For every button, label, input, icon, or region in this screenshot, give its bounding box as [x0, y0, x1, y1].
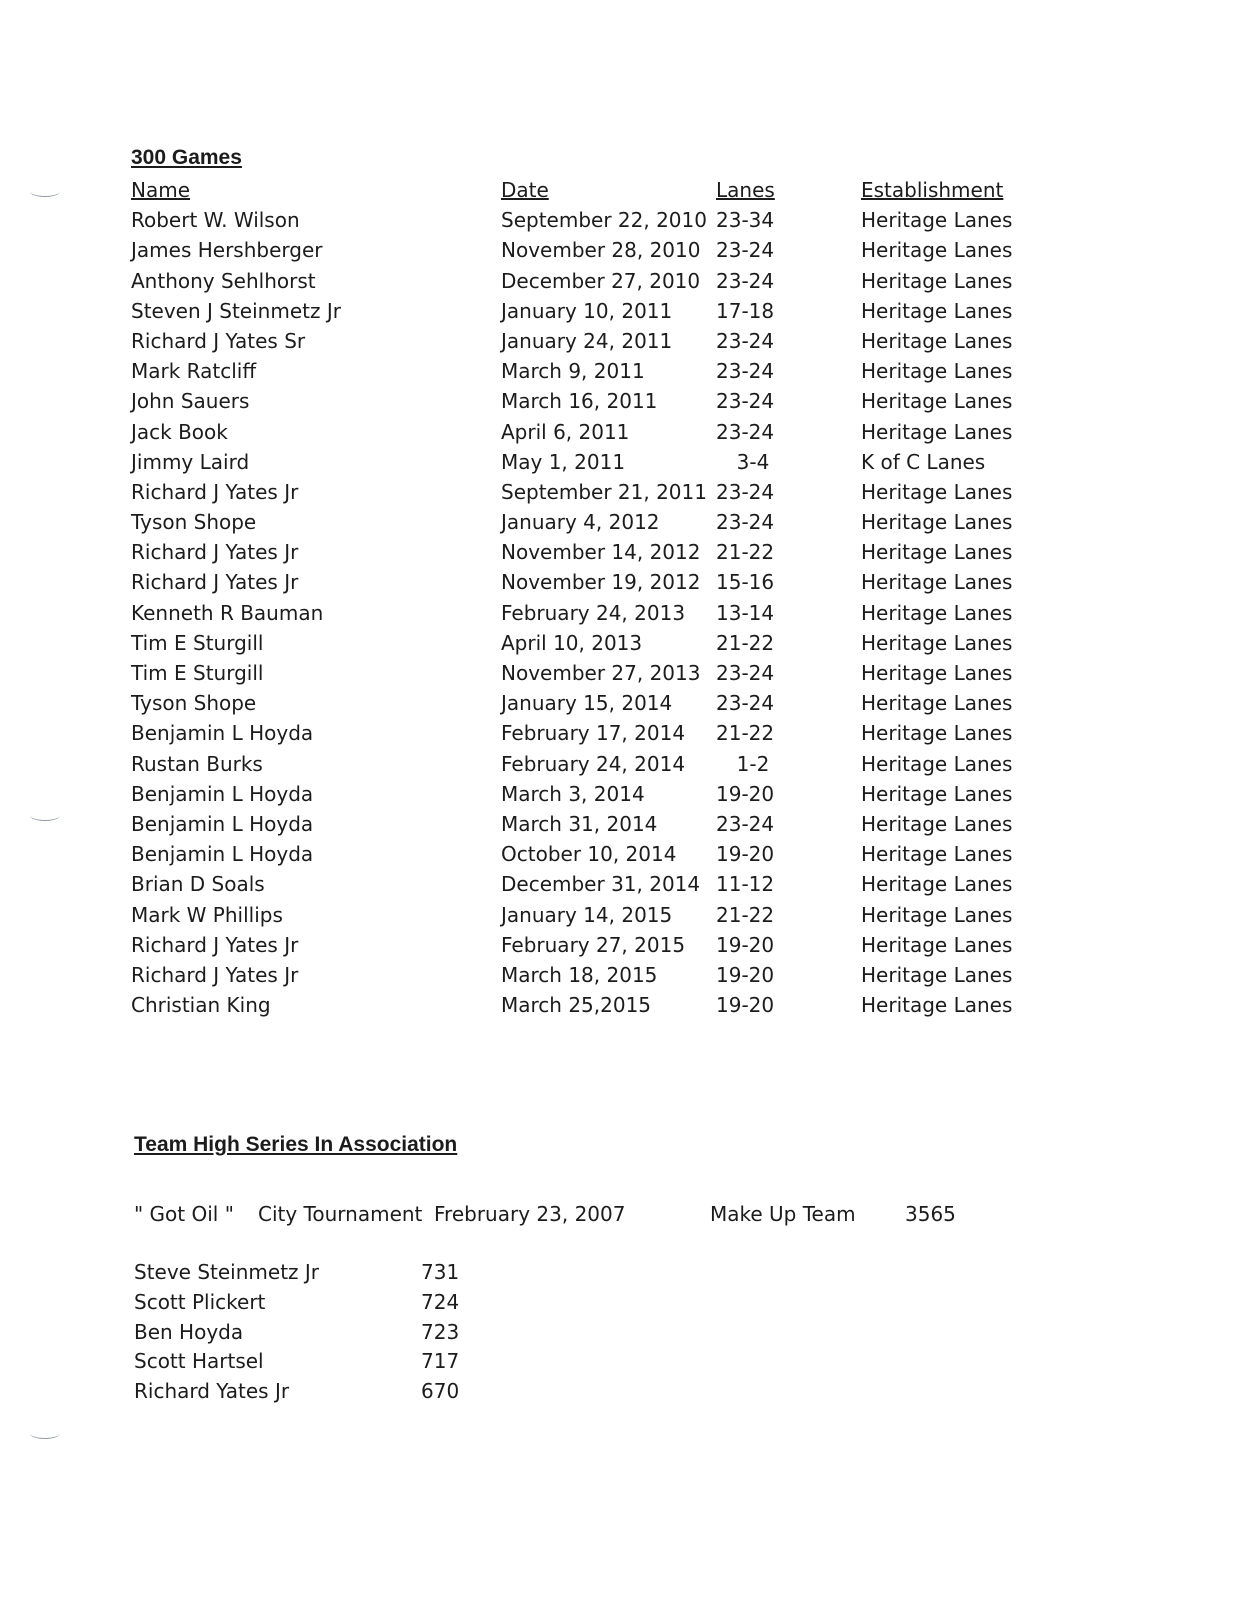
team-date: Frebruary 23, 2007: [434, 1202, 626, 1226]
member-score: 670: [421, 1379, 460, 1404]
cell-lanes: 1-2: [736, 751, 770, 776]
cell-date: January 24, 2011: [501, 328, 673, 353]
cell-lanes: 23-24: [716, 691, 775, 716]
table-row: [131, 869, 1051, 899]
table-row: [131, 990, 1051, 1020]
cell-establishment: K of C Lanes: [861, 449, 986, 474]
cell-name: Benjamin L Hoyda: [131, 842, 314, 867]
cell-name: Richard J Yates Jr: [131, 570, 299, 595]
member-name: Ben Hoyda: [134, 1319, 244, 1344]
cell-lanes: 23-24: [716, 811, 775, 836]
cell-establishment: Heritage Lanes: [861, 781, 1013, 806]
cell-date: March 25,2015: [501, 993, 652, 1018]
cell-date: April 10, 2013: [501, 630, 643, 655]
cell-name: Benjamin L Hoyda: [131, 721, 314, 746]
cell-date: March 16, 2011: [501, 389, 658, 414]
cell-name: Richard J Yates Jr: [131, 540, 299, 565]
cell-establishment: Heritage Lanes: [861, 721, 1013, 746]
cell-establishment: Heritage Lanes: [861, 630, 1013, 655]
table-row: [131, 930, 1051, 960]
cell-establishment: Heritage Lanes: [861, 389, 1013, 414]
cell-name: Tim E Sturgill: [131, 661, 264, 685]
cell-lanes: 3-4: [736, 449, 770, 474]
cell-lanes: 11-12: [716, 872, 775, 897]
cell-name: Christian King: [131, 993, 271, 1018]
cell-name: Robert W. Wilson: [131, 208, 300, 233]
team-name: " Got Oil ": [134, 1202, 234, 1226]
cell-establishment: Heritage Lanes: [861, 751, 1013, 776]
cell-lanes: 23-24: [716, 661, 775, 685]
table-row: [131, 447, 1051, 477]
cell-date: September 21, 2011: [501, 479, 707, 504]
cell-lanes: 19-20: [716, 781, 775, 806]
table-row: [131, 386, 1051, 416]
table-row: [131, 205, 1051, 235]
cell-establishment: Heritage Lanes: [861, 419, 1013, 444]
table-row: [131, 417, 1051, 447]
team-summary-line: [134, 1198, 1034, 1230]
cell-establishment: Heritage Lanes: [861, 993, 1013, 1018]
games-table-body: [131, 205, 1051, 1020]
member-score: 731: [421, 1260, 460, 1284]
table-row: [131, 235, 1051, 265]
cell-date: February 24, 2013: [501, 600, 686, 625]
section-title-team-high-series: Team High Series In Association: [134, 1133, 458, 1156]
cell-name: Tim E Sturgill: [131, 630, 264, 655]
games-table: [131, 175, 1051, 1020]
section-title-300-games: 300 Games: [131, 146, 242, 169]
list-item: [134, 1317, 534, 1347]
header-name: Name: [131, 178, 191, 202]
cell-lanes: 23-24: [716, 479, 775, 504]
header-date: Date: [501, 178, 549, 202]
cell-name: Richard J Yates Sr: [131, 328, 306, 353]
cell-name: Jack Book: [131, 419, 228, 444]
list-item: [134, 1346, 534, 1376]
table-row: [131, 628, 1051, 658]
cell-establishment: Heritage Lanes: [861, 479, 1013, 504]
cell-establishment: Heritage Lanes: [861, 208, 1013, 233]
cell-date: January 15, 2014: [501, 691, 673, 716]
cell-establishment: Heritage Lanes: [861, 811, 1013, 836]
cell-date: November 28, 2010: [501, 238, 701, 263]
cell-establishment: Heritage Lanes: [861, 691, 1013, 716]
cell-date: November 14, 2012: [501, 540, 701, 565]
cell-establishment: Heritage Lanes: [861, 298, 1013, 323]
table-row: [131, 507, 1051, 537]
cell-name: Jimmy Laird: [131, 449, 250, 474]
cell-date: March 9, 2011: [501, 359, 645, 384]
cell-establishment: Heritage Lanes: [861, 570, 1013, 595]
cell-name: Mark W Phillips: [131, 902, 283, 927]
member-name: Steve Steinmetz Jr: [134, 1260, 320, 1284]
cell-lanes: 15-16: [716, 570, 775, 595]
cell-lanes: 23-24: [716, 268, 775, 293]
table-row: [131, 960, 1051, 990]
member-name: Scott Hartsel: [134, 1349, 264, 1374]
list-item: [134, 1287, 534, 1317]
cell-lanes: 19-20: [716, 962, 775, 987]
table-header-row: [131, 175, 1051, 205]
cell-lanes: 23-24: [716, 389, 775, 414]
cell-lanes: 23-24: [716, 328, 775, 353]
team-members-list: [134, 1257, 534, 1406]
table-row: [131, 900, 1051, 930]
cell-establishment: Heritage Lanes: [861, 328, 1013, 353]
table-row: [131, 839, 1051, 869]
cell-establishment: Heritage Lanes: [861, 600, 1013, 625]
cell-lanes: 23-24: [716, 359, 775, 384]
cell-name: Richard J Yates Jr: [131, 479, 299, 504]
table-row: [131, 356, 1051, 386]
header-lanes: Lanes: [716, 178, 775, 202]
cell-date: March 31, 2014: [501, 811, 658, 836]
cell-lanes: 21-22: [716, 540, 775, 565]
cell-establishment: Heritage Lanes: [861, 902, 1013, 927]
cell-lanes: 13-14: [716, 600, 775, 625]
punch-hole-mark: [30, 810, 60, 821]
cell-lanes: 21-22: [716, 902, 775, 927]
table-row: [131, 537, 1051, 567]
cell-name: Richard J Yates Jr: [131, 962, 299, 987]
cell-establishment: Heritage Lanes: [861, 661, 1013, 685]
member-score: 723: [421, 1319, 460, 1344]
cell-lanes: 17-18: [716, 298, 775, 323]
team-event: City Tournament: [258, 1202, 423, 1226]
team-score: 3565: [905, 1202, 956, 1226]
cell-date: September 22, 2010: [501, 208, 707, 233]
table-row: [131, 688, 1051, 718]
table-row: [131, 779, 1051, 809]
cell-date: January 14, 2015: [501, 902, 673, 927]
cell-name: Rustan Burks: [131, 751, 263, 776]
cell-date: January 10, 2011: [501, 298, 673, 323]
cell-establishment: Heritage Lanes: [861, 932, 1013, 957]
table-row: [131, 266, 1051, 296]
cell-lanes: 19-20: [716, 932, 775, 957]
cell-establishment: Heritage Lanes: [861, 238, 1013, 263]
cell-name: Anthony Sehlhorst: [131, 268, 316, 293]
cell-date: October 10, 2014: [501, 842, 677, 867]
cell-name: Mark Ratcliff: [131, 359, 257, 384]
cell-date: March 3, 2014: [501, 781, 645, 806]
cell-name: James Hershberger: [131, 238, 323, 263]
member-name: Richard Yates Jr: [134, 1379, 290, 1404]
cell-date: November 19, 2012: [501, 570, 701, 595]
cell-lanes: 23-24: [716, 419, 775, 444]
table-row: [131, 809, 1051, 839]
list-item: [134, 1376, 534, 1406]
member-score: 724: [421, 1289, 460, 1314]
cell-name: Tyson Shope: [131, 510, 257, 535]
cell-establishment: Heritage Lanes: [861, 540, 1013, 565]
cell-date: March 18, 2015: [501, 962, 658, 987]
cell-date: February 27, 2015: [501, 932, 686, 957]
member-score: 717: [421, 1349, 460, 1374]
cell-lanes: 23-34: [716, 208, 775, 233]
cell-lanes: 23-24: [716, 510, 775, 535]
member-name: Scott Plickert: [134, 1289, 266, 1314]
cell-establishment: Heritage Lanes: [861, 268, 1013, 293]
cell-establishment: Heritage Lanes: [861, 842, 1013, 867]
table-row: [131, 749, 1051, 779]
cell-lanes: 19-20: [716, 993, 775, 1018]
team-label: Make Up Team: [710, 1202, 856, 1226]
table-row: [131, 326, 1051, 356]
table-row: [131, 718, 1051, 748]
cell-name: Brian D Soals: [131, 872, 265, 897]
cell-date: November 27, 2013: [501, 661, 701, 685]
cell-date: May 1, 2011: [501, 449, 626, 474]
table-row: [131, 598, 1051, 628]
cell-name: Richard J Yates Jr: [131, 932, 299, 957]
cell-name: Benjamin L Hoyda: [131, 781, 314, 806]
cell-establishment: Heritage Lanes: [861, 962, 1013, 987]
cell-name: Kenneth R Bauman: [131, 600, 324, 625]
table-row: [131, 658, 1051, 688]
cell-name: Tyson Shope: [131, 691, 257, 716]
cell-date: February 24, 2014: [501, 751, 686, 776]
cell-name: Steven J Steinmetz Jr: [131, 298, 341, 323]
cell-lanes: 21-22: [716, 721, 775, 746]
list-item: [134, 1257, 534, 1287]
cell-lanes: 23-24: [716, 238, 775, 263]
punch-hole-mark: [30, 186, 60, 197]
cell-lanes: 19-20: [716, 842, 775, 867]
cell-name: Benjamin L Hoyda: [131, 811, 314, 836]
punch-hole-mark: [30, 1428, 60, 1439]
cell-date: April 6, 2011: [501, 419, 630, 444]
cell-establishment: Heritage Lanes: [861, 872, 1013, 897]
cell-date: December 27, 2010: [501, 268, 701, 293]
cell-date: February 17, 2014: [501, 721, 686, 746]
cell-date: December 31, 2014: [501, 872, 701, 897]
header-establishment: Establishment: [861, 178, 1004, 202]
cell-establishment: Heritage Lanes: [861, 359, 1013, 384]
table-row: [131, 477, 1051, 507]
cell-date: January 4, 2012: [501, 510, 660, 535]
cell-name: John Sauers: [131, 389, 250, 414]
cell-establishment: Heritage Lanes: [861, 510, 1013, 535]
cell-lanes: 21-22: [716, 630, 775, 655]
table-row: [131, 567, 1051, 597]
table-row: [131, 296, 1051, 326]
